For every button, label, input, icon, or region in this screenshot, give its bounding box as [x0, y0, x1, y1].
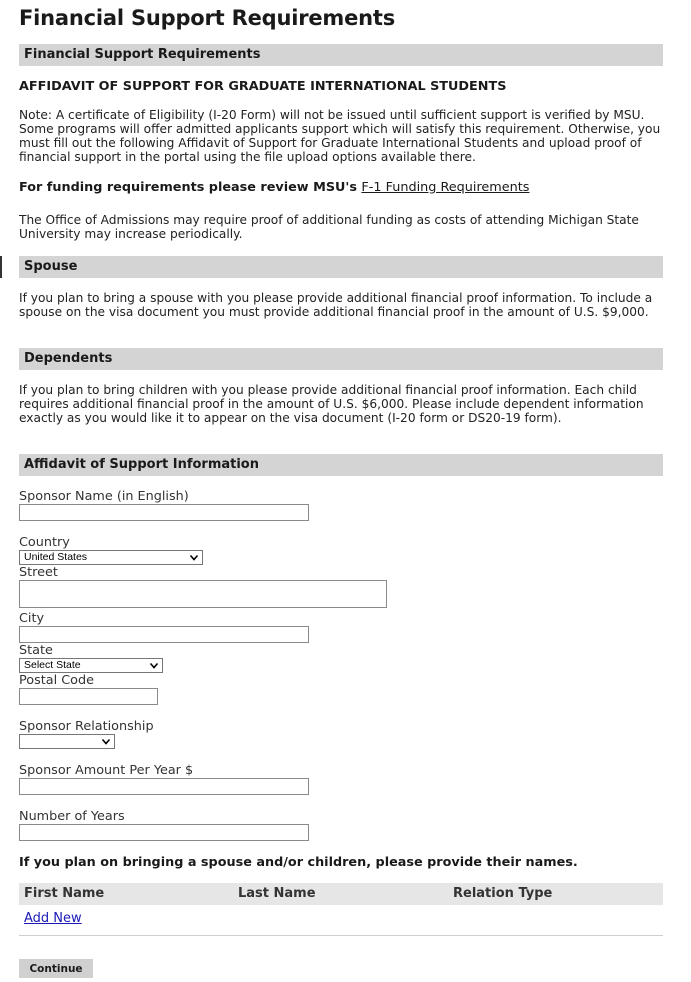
sponsor-relationship-label: Sponsor Relationship — [19, 719, 154, 734]
dependents-text: If you plan to bring children with you please provide additional financial proof information. Each child requires additional financial proof in the amount of U.S. $6,000. Please include dependent information exactly as you would like it to appear on the visa document (I-20 form or DS20-19 form). — [19, 383, 644, 425]
sponsor-relationship-select[interactable] — [19, 734, 115, 749]
country-selected-value: United States — [24, 551, 88, 563]
page-edge-marker — [0, 256, 2, 278]
continue-button[interactable]: Continue — [19, 959, 93, 978]
eligibility-note: Note: A certificate of Eligibility (I-20 Form) will not be issued until sufficient support is verified by MSU. Some programs will offer admitted applicants support which will satisfy this requirement. Otherwise, you must fill out the following Affidavit of Support for Graduate International Students and upload proof of financial support in the portal using the file upload options available there. — [19, 108, 661, 164]
divider — [19, 935, 663, 936]
column-last-name: Last Name — [238, 886, 316, 901]
state-selected-value: Select State — [24, 659, 81, 671]
number-of-years-input[interactable] — [19, 824, 309, 841]
family-prompt: If you plan on bringing a spouse and/or children, please provide their names. — [19, 855, 578, 870]
admissions-note: The Office of Admissions may require proof of additional funding as costs of attending Michigan State University may increase periodically. — [19, 213, 639, 241]
funding-requirements-prefix: For funding requirements please review MSU's — [19, 180, 362, 195]
column-relation-type: Relation Type — [453, 886, 553, 901]
section-header-financial: Financial Support Requirements — [19, 44, 663, 66]
country-label: Country — [19, 535, 70, 550]
street-input[interactable] — [19, 580, 387, 608]
sponsor-name-label: Sponsor Name (in English) — [19, 489, 189, 504]
page-title: Financial Support Requirements — [19, 6, 396, 30]
spouse-text: If you plan to bring a spouse with you please provide additional financial proof information. To include a spouse on the visa document you must provide additional financial proof in the amount of U.S. $9,000. — [19, 291, 653, 319]
country-select[interactable] — [19, 550, 203, 565]
sponsor-name-input[interactable] — [19, 504, 309, 521]
sponsor-amount-input[interactable] — [19, 778, 309, 795]
street-label: Street — [19, 565, 58, 580]
state-select[interactable] — [19, 658, 163, 673]
section-header-dependents: Dependents — [19, 348, 663, 370]
city-label: City — [19, 611, 45, 626]
funding-requirements-text — [19, 180, 529, 195]
family-table-header — [19, 883, 663, 905]
number-of-years-label: Number of Years — [19, 809, 125, 824]
chevron-down-icon — [101, 736, 111, 747]
postal-code-input[interactable] — [19, 688, 158, 705]
column-first-name: First Name — [24, 886, 105, 901]
section-header-affidavit-info: Affidavit of Support Information — [19, 454, 663, 476]
f1-funding-requirements-link[interactable]: F-1 Funding Requirements — [361, 180, 530, 195]
sponsor-amount-label: Sponsor Amount Per Year $ — [19, 763, 194, 778]
affidavit-title: AFFIDAVIT OF SUPPORT FOR GRADUATE INTERNATIONAL STUDENTS — [19, 79, 507, 94]
add-new-family-member-link[interactable]: Add New — [24, 911, 82, 926]
chevron-down-icon — [189, 552, 199, 563]
state-label: State — [19, 643, 53, 658]
chevron-down-icon — [149, 660, 159, 671]
postal-code-label: Postal Code — [19, 673, 95, 688]
section-header-spouse: Spouse — [19, 256, 663, 278]
city-input[interactable] — [19, 626, 309, 643]
